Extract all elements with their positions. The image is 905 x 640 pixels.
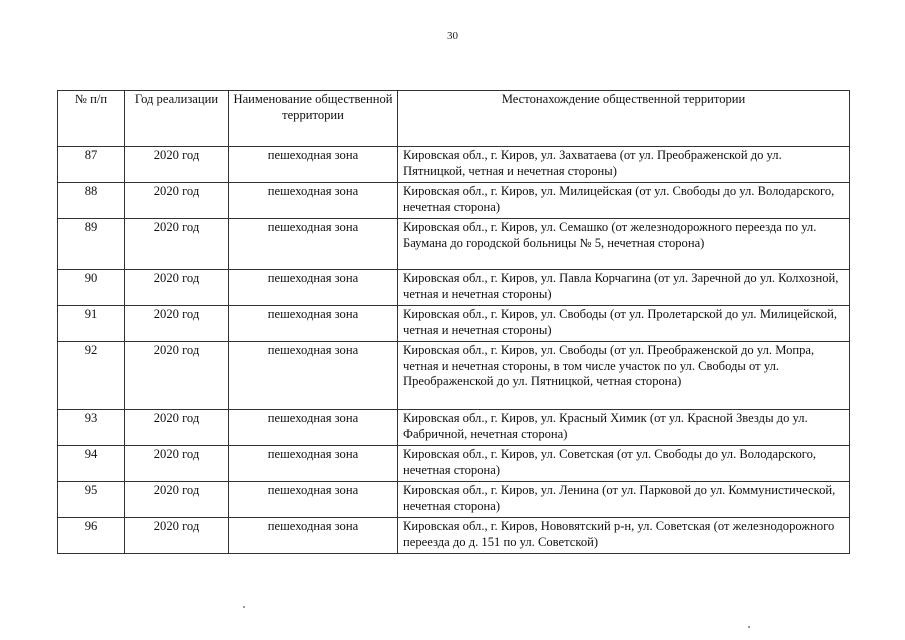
row-num: 93 [58,410,125,446]
header-num: № п/п [58,91,125,147]
row-name: пешеходная зона [229,410,398,446]
table-row [58,147,850,183]
row-num: 90 [58,270,125,306]
row-year: 2020 год [125,147,229,183]
row-year: 2020 год [125,446,229,482]
row-location: Кировская обл., г. Киров, ул. Красный Химик (от ул. Красной Звезды до ул. Фабричной, нечетная сторона) [398,410,850,446]
row-location: Кировская обл., г. Киров, ул. Ленина (от ул. Парковой до ул. Коммунистической, нечетная сторона) [398,482,850,518]
row-year: 2020 год [125,306,229,342]
row-year: 2020 год [125,270,229,306]
table-row [58,306,850,342]
row-num: 87 [58,147,125,183]
row-name: пешеходная зона [229,482,398,518]
table-row [58,183,850,219]
row-num: 91 [58,306,125,342]
table-header-row [58,91,850,147]
row-year: 2020 год [125,482,229,518]
table-row [58,410,850,446]
row-year: 2020 год [125,219,229,270]
row-location: Кировская обл., г. Киров, ул. Свободы (от ул. Пролетарской до ул. Милицейской, четная и нечетная стороны) [398,306,850,342]
scan-speck [748,626,750,628]
row-name: пешеходная зона [229,183,398,219]
row-name: пешеходная зона [229,306,398,342]
row-location: Кировская обл., г. Киров, ул. Милицейская (от ул. Свободы до ул. Володарского, нечетная сторона) [398,183,850,219]
header-year: Год реализации [125,91,229,147]
page-number: 30 [447,30,458,42]
territory-table [57,90,850,554]
row-location: Кировская обл., г. Киров, ул. Семашко (от железнодорожного переезда по ул. Баумана до городской больницы № 5, нечетная сторона) [398,219,850,270]
row-location: Кировская обл., г. Киров, ул. Захватаева (от ул. Преображенской до ул. Пятницкой, четная и нечетная стороны) [398,147,850,183]
row-location: Кировская обл., г. Киров, ул. Павла Корчагина (от ул. Заречной до ул. Колхозной, четная и нечетная стороны) [398,270,850,306]
scan-speck [243,606,245,608]
table-row [58,270,850,306]
row-location: Кировская обл., г. Киров, Нововятский р-н, ул. Советская (от железнодорожного переезда до д. 151 по ул. Советской) [398,518,850,554]
table-row [58,518,850,554]
row-location: Кировская обл., г. Киров, ул. Советская (от ул. Свободы до ул. Володарского, нечетная сторона) [398,446,850,482]
row-num: 94 [58,446,125,482]
row-num: 95 [58,482,125,518]
row-name: пешеходная зона [229,270,398,306]
row-name: пешеходная зона [229,342,398,410]
row-num: 96 [58,518,125,554]
row-year: 2020 год [125,518,229,554]
header-name: Наименование общественной территории [229,91,398,147]
row-name: пешеходная зона [229,147,398,183]
row-name: пешеходная зона [229,219,398,270]
table-row [58,219,850,270]
row-year: 2020 год [125,342,229,410]
row-num: 89 [58,219,125,270]
row-name: пешеходная зона [229,446,398,482]
table-row [58,482,850,518]
row-num: 88 [58,183,125,219]
row-year: 2020 год [125,183,229,219]
table-row [58,446,850,482]
header-location: Местонахождение общественной территории [398,91,850,147]
row-num: 92 [58,342,125,410]
row-location: Кировская обл., г. Киров, ул. Свободы (от ул. Преображенской до ул. Мопра, четная и нечетная стороны, в том числе участок по ул. Свободы от ул. Преображенской до ул. Пятницкой, четная сторона) [398,342,850,410]
row-name: пешеходная зона [229,518,398,554]
row-year: 2020 год [125,410,229,446]
table-row [58,342,850,410]
